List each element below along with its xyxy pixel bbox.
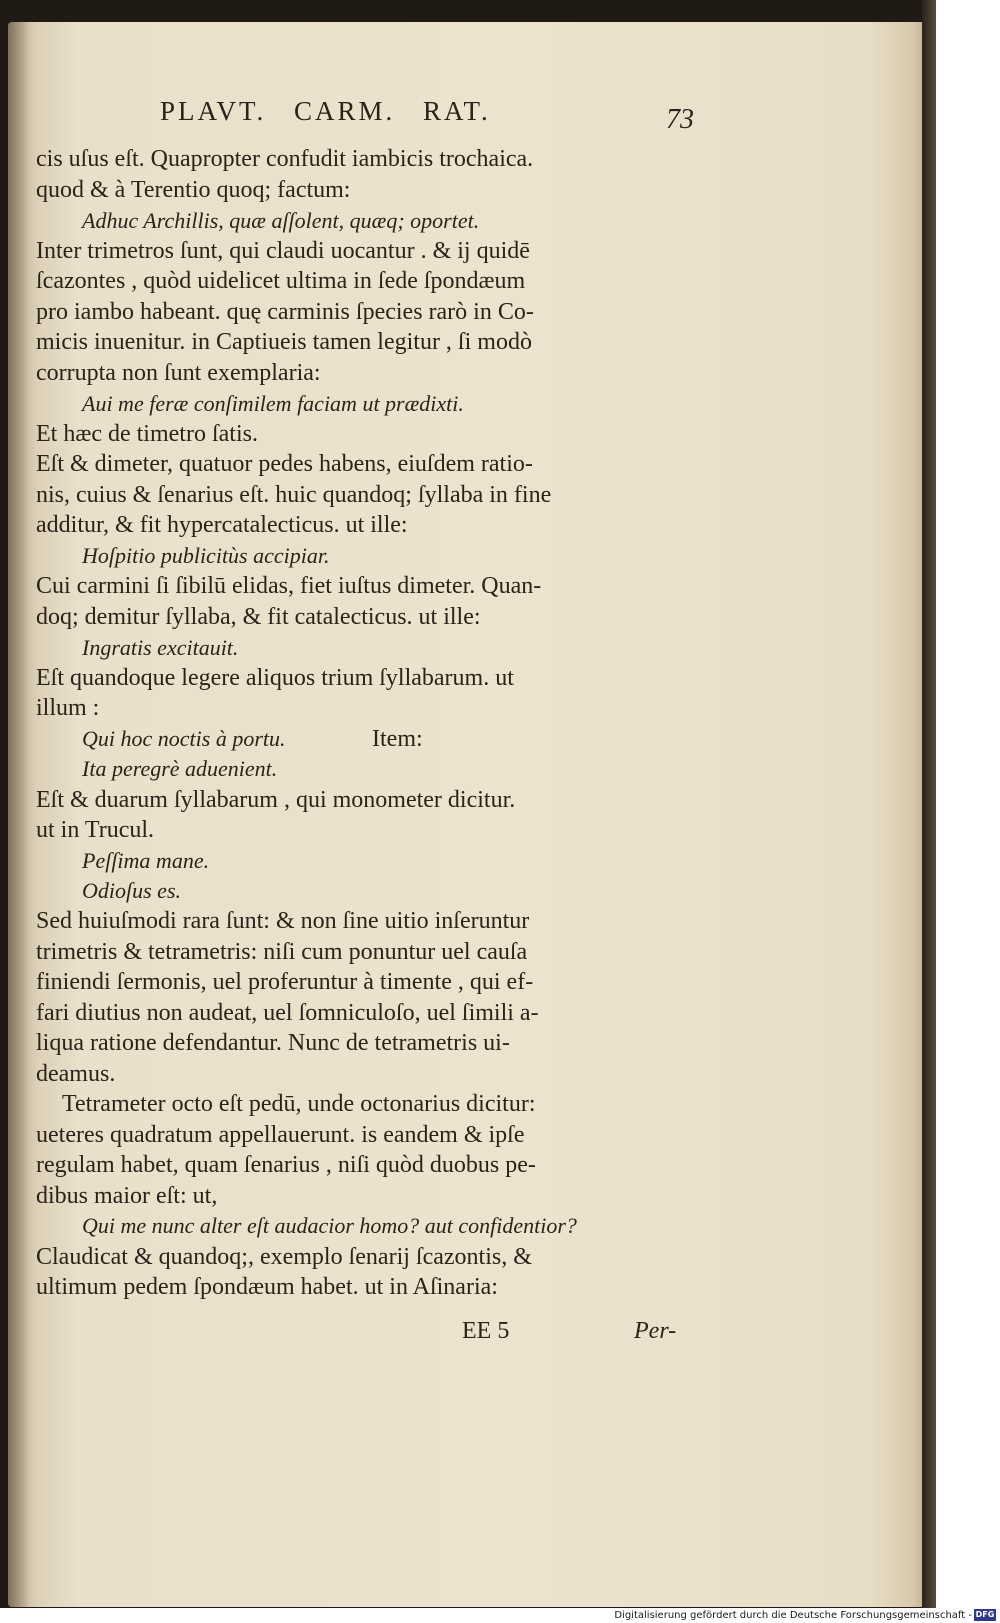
text-line: dibus maior eſt: ut, (36, 1183, 218, 1209)
text-line: Eſt & dimeter, quatuor pedes habens, eiuſdem ratio- (36, 451, 533, 477)
text-line: deamus. (36, 1061, 116, 1087)
text-line: fari diutius non audeat, uel ſomniculoſo, uel ſimili a- (36, 1000, 539, 1026)
scan-edge (922, 0, 936, 1608)
verse-line: Peſſima mane. (82, 848, 210, 873)
text-line: liqua ratione defendantur. Nunc de tetrametris ui- (36, 1030, 510, 1056)
text-line: nis, cuius & ſenarius eſt. huic quandoq; ſyllaba in fine (36, 482, 552, 508)
funding-credit: Digitalisierung gefördert durch die Deutsche Forschungsgemeinschaft - (614, 1610, 972, 1621)
verse-line: Odioſus es. (82, 878, 181, 903)
text-line: Cui carmini ſi ſibilū elidas, fiet iuſtus dimeter. Quan- (36, 573, 542, 599)
verse-line: Aui me feræ conſimilem faciam ut prædixti. (82, 391, 464, 416)
text-line: ut in Trucul. (36, 817, 155, 843)
text-line: additur, & fit hypercatalecticus. ut ille: (36, 512, 408, 538)
text-line: trimetris & tetrametris: niſi cum ponuntur uel cauſa (36, 939, 528, 965)
text-line: Eſt quandoque legere aliquos trium ſyllabarum. ut (36, 665, 514, 691)
verse-line: Adhuc Archillis, quæ aſſolent, quæq; oportet. (82, 208, 480, 233)
verse-line: Qui me nunc alter eſt audacior homo? aut confidentior? (82, 1213, 577, 1238)
text-line: corrupta non ſunt exemplaria: (36, 360, 321, 386)
text-line: ultimum pedem ſpondæum habet. ut in Aſinaria: (36, 1274, 498, 1300)
text-line: Eſt & duarum ſyllabarum , qui monometer dicitur. (36, 787, 516, 813)
text-line: doq; demitur ſyllaba, & fit catalecticus. ut ille: (36, 604, 481, 630)
text-line: Inter trimetros ſunt, qui claudi uocantur . & ij quidē (36, 238, 530, 264)
text-line: illum : (36, 695, 100, 721)
text-line: Claudicat & quandoq;, exemplo ſenarij ſcazontis, & (36, 1244, 532, 1270)
item-label: Item: (372, 726, 423, 752)
verse-line: Qui hoc noctis à portu. (82, 726, 286, 751)
verse-line: Hoſpitio publicitùs accipiar. (82, 543, 330, 568)
signature-mark: EE 5 (462, 1318, 510, 1344)
text-line: Sed huiuſmodi rara ſunt: & non ſine uitio inſeruntur (36, 908, 530, 934)
page-number: 73 (666, 104, 694, 135)
catchword: Per- (634, 1318, 677, 1344)
text-line: Et hæc de timetro ſatis. (36, 421, 258, 447)
text-line: micis inuenitur. in Captiueis tamen legitur , ſi modò (36, 329, 532, 355)
running-head: PLAVT. CARM. RAT. (160, 96, 491, 126)
text-line: cis uſus eſt. Quapropter confudit iambicis trochaica. (36, 146, 534, 172)
gutter-shadow (8, 22, 30, 1607)
dfg-logo: DFG (975, 1610, 995, 1619)
text-line: finiendi ſermonis, uel proferuntur à timente , qui ef- (36, 969, 534, 995)
text-line: ueteres quadratum appellauerunt. is eandem & ipſe (36, 1122, 525, 1148)
text-line: ſcazontes , quòd uidelicet ultima in ſede ſpondæum (36, 268, 526, 294)
verse-line: Ita peregrè aduenient. (82, 756, 278, 781)
text-line: Tetrameter octo eſt pedū, unde octonarius dicitur: (62, 1091, 536, 1117)
verse-line: Ingratis excitauit. (82, 635, 239, 660)
text-line: regulam habet, quam ſenarius , niſi quòd duobus pe- (36, 1152, 536, 1178)
text-line: quod & à Terentio quoq; factum: (36, 177, 351, 203)
text-line: pro iambo habeant. quę carminis ſpecies rarò in Co- (36, 299, 534, 325)
